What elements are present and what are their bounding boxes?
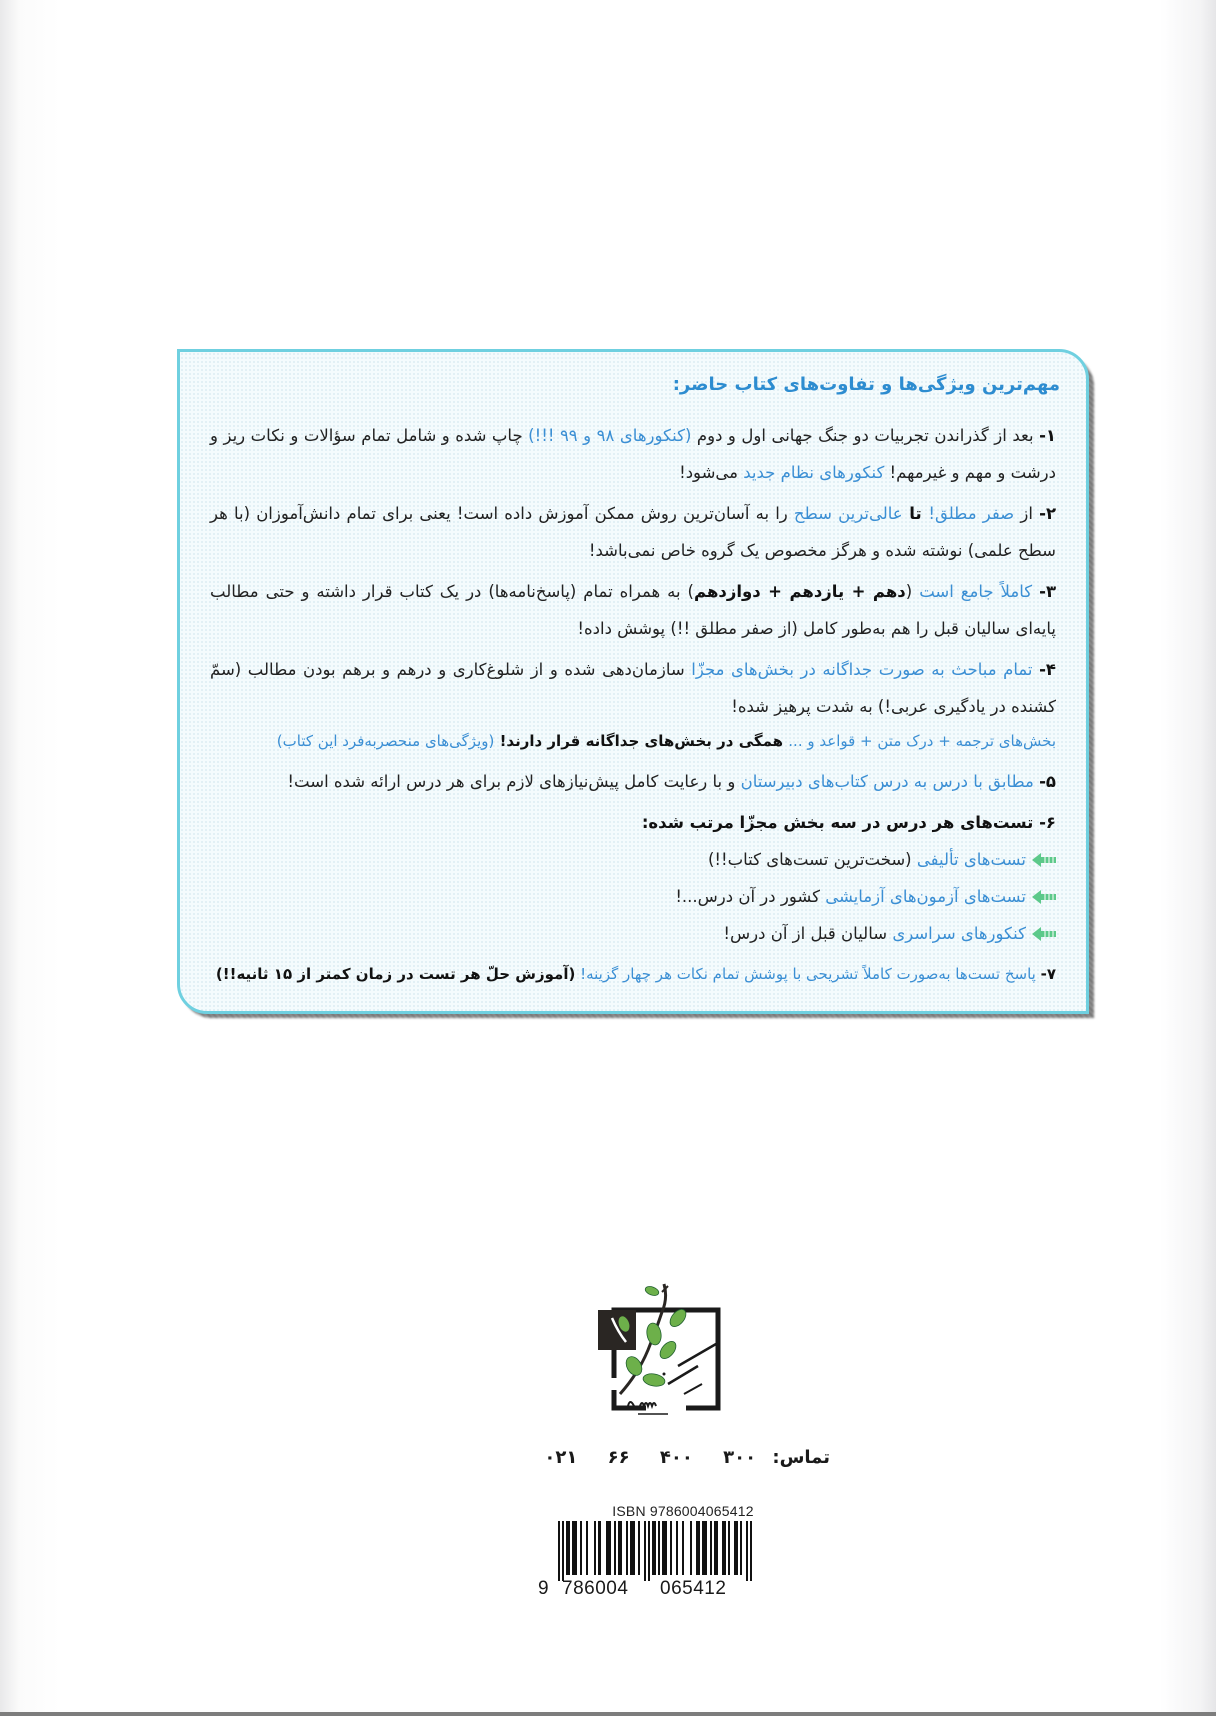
features-box <box>177 349 1089 1014</box>
item-highlight: مطابق با درس به درس کتاب‌های دبیرستان <box>740 772 1040 791</box>
bullet-text: (سخت‌ترین تست‌های کتاب!!) <box>707 850 917 869</box>
item-text: و با رعایت کامل پیش‌نیازهای لازم برای هر درس ارائه شده است! <box>287 772 741 791</box>
item-number: ۴- <box>1039 660 1056 679</box>
isbn-barcode <box>548 1521 768 1581</box>
green-arrow-icon <box>1032 890 1056 904</box>
number-group: ۴۰۰ <box>659 1447 693 1468</box>
test-type-bullet <box>210 915 1056 952</box>
feature-item-1 <box>210 417 1056 491</box>
green-arrow-icon <box>1032 853 1056 867</box>
item-highlight: کاملاً جامع است <box>919 582 1040 601</box>
bullet-highlight: کنکورهای سراسری <box>892 924 1026 943</box>
item-highlight: بخش‌های ترجمه + درک متن + قواعد و ... <box>788 732 1056 750</box>
item-text: ) به همراه تمام (پاسخ‌نامه‌ها) در یک کتاب قرار داشته و حتی مطالب پایه‌ای سالیان قبل را هم به‌طور کامل (از صفر مطلق !!) پوشش داده! <box>210 582 1056 638</box>
feature-item-4 <box>210 651 1056 725</box>
item-highlight: (ویژگی‌های منحصربه‌فرد این کتاب) <box>276 732 495 750</box>
feature-item-2 <box>210 495 1056 569</box>
contact-label: تماس: <box>772 1447 830 1468</box>
item-bold: (آموزش حلّ هر تست در زمان کمتر از ۱۵ ثانیه!!) <box>215 965 576 983</box>
item-number: ۱- <box>1039 426 1056 445</box>
feature-item-5 <box>210 763 1056 800</box>
page-bottom-edge <box>0 1712 1216 1716</box>
item-number: ۷- <box>1040 965 1056 983</box>
plant-in-frame-logo-icon <box>598 1282 726 1417</box>
item-highlight: کنکورهای نظام جدید <box>743 463 885 482</box>
feature-item-3 <box>210 573 1056 647</box>
contact-number <box>544 1447 756 1468</box>
bullet-highlight: تست‌های تألیفی <box>916 850 1026 869</box>
feature-item-7 <box>210 956 1056 992</box>
item-bold: تست‌های هر درس در سه بخش مجزّا مرتب شده: <box>641 813 1040 832</box>
item-number: ۶- <box>1039 813 1056 832</box>
barcode-left-digits: 786004 <box>562 1578 629 1599</box>
item-text: سازمان‌دهی شده و از شلوغ‌کاری و درهم و برهم بودن مطالب (سمّ کشنده در یادگیری عربی!) به شدت پرهیز شده! <box>210 660 1056 716</box>
barcode-first-digit: 9 <box>538 1578 550 1599</box>
barcode-right-digits: 065412 <box>660 1578 727 1599</box>
item-text: از <box>1014 504 1040 523</box>
number-group: ۳۰۰ <box>723 1447 757 1468</box>
features-box-title: مهم‌ترین ویژگی‌ها و تفاوت‌های کتاب حاضر: <box>672 374 1060 395</box>
feature-item-6 <box>210 804 1056 841</box>
bullet-text: کشور در آن درس...! <box>675 887 826 906</box>
bullet-highlight: تست‌های آزمون‌های آزمایشی <box>825 887 1026 906</box>
item-highlight: پاسخ تست‌ها به‌صورت کاملاً تشریحی با پوشش تمام نکات هر چهار گزینه! <box>575 965 1041 983</box>
item-highlight: (کنکورهای ۹۸ و ۹۹ !!!) <box>528 426 692 445</box>
item-highlight: صفر مطلق! <box>928 504 1015 523</box>
number-group: ۶۶ <box>607 1447 630 1468</box>
contact-phone <box>490 1447 830 1468</box>
test-type-bullet <box>210 878 1056 915</box>
number-group: ۰۲۱ <box>544 1447 578 1468</box>
item-number: ۵- <box>1039 772 1056 791</box>
item-number: ۳- <box>1039 582 1057 601</box>
feature-item-4-note <box>210 725 1056 757</box>
item-text: بعد از گذراندن تجربیات دو جنگ جهانی اول و دوم <box>691 426 1040 445</box>
item-bold: همگی در بخش‌های جداگانه قرار دارند! <box>494 732 789 750</box>
item-bold: تا <box>902 504 929 523</box>
item-text: را به آسان‌ترین روش ممکن آموزش داده است! یعنی برای تمام دانش‌آموزان (با هر سطح علمی) نوشته شده و هرگز مخصوص یک گروه خاص نمی‌باشد! <box>210 504 1056 560</box>
item-bold: دهم + یازدهم + دوازدهم <box>694 582 906 601</box>
item-text: چاپ شده و شامل تمام سؤالات و نکات ریز و درشت و مهم و غیرمهم! <box>210 426 1056 482</box>
isbn-label: ISBN 9786004065412 <box>612 1503 754 1519</box>
item-number: ۲- <box>1039 504 1057 523</box>
item-text: ( <box>905 582 920 601</box>
green-arrow-icon <box>1032 927 1056 941</box>
test-type-bullet <box>210 841 1056 878</box>
bullet-text: سالیان قبل از آن درس! <box>723 924 893 943</box>
item-text: می‌شود! <box>679 463 744 482</box>
publisher-logo <box>598 1282 726 1417</box>
item-highlight: تمام مباحث به صورت جداگانه در بخش‌های مجزّا <box>691 660 1040 679</box>
item-highlight: عالی‌ترین سطح <box>793 504 903 523</box>
